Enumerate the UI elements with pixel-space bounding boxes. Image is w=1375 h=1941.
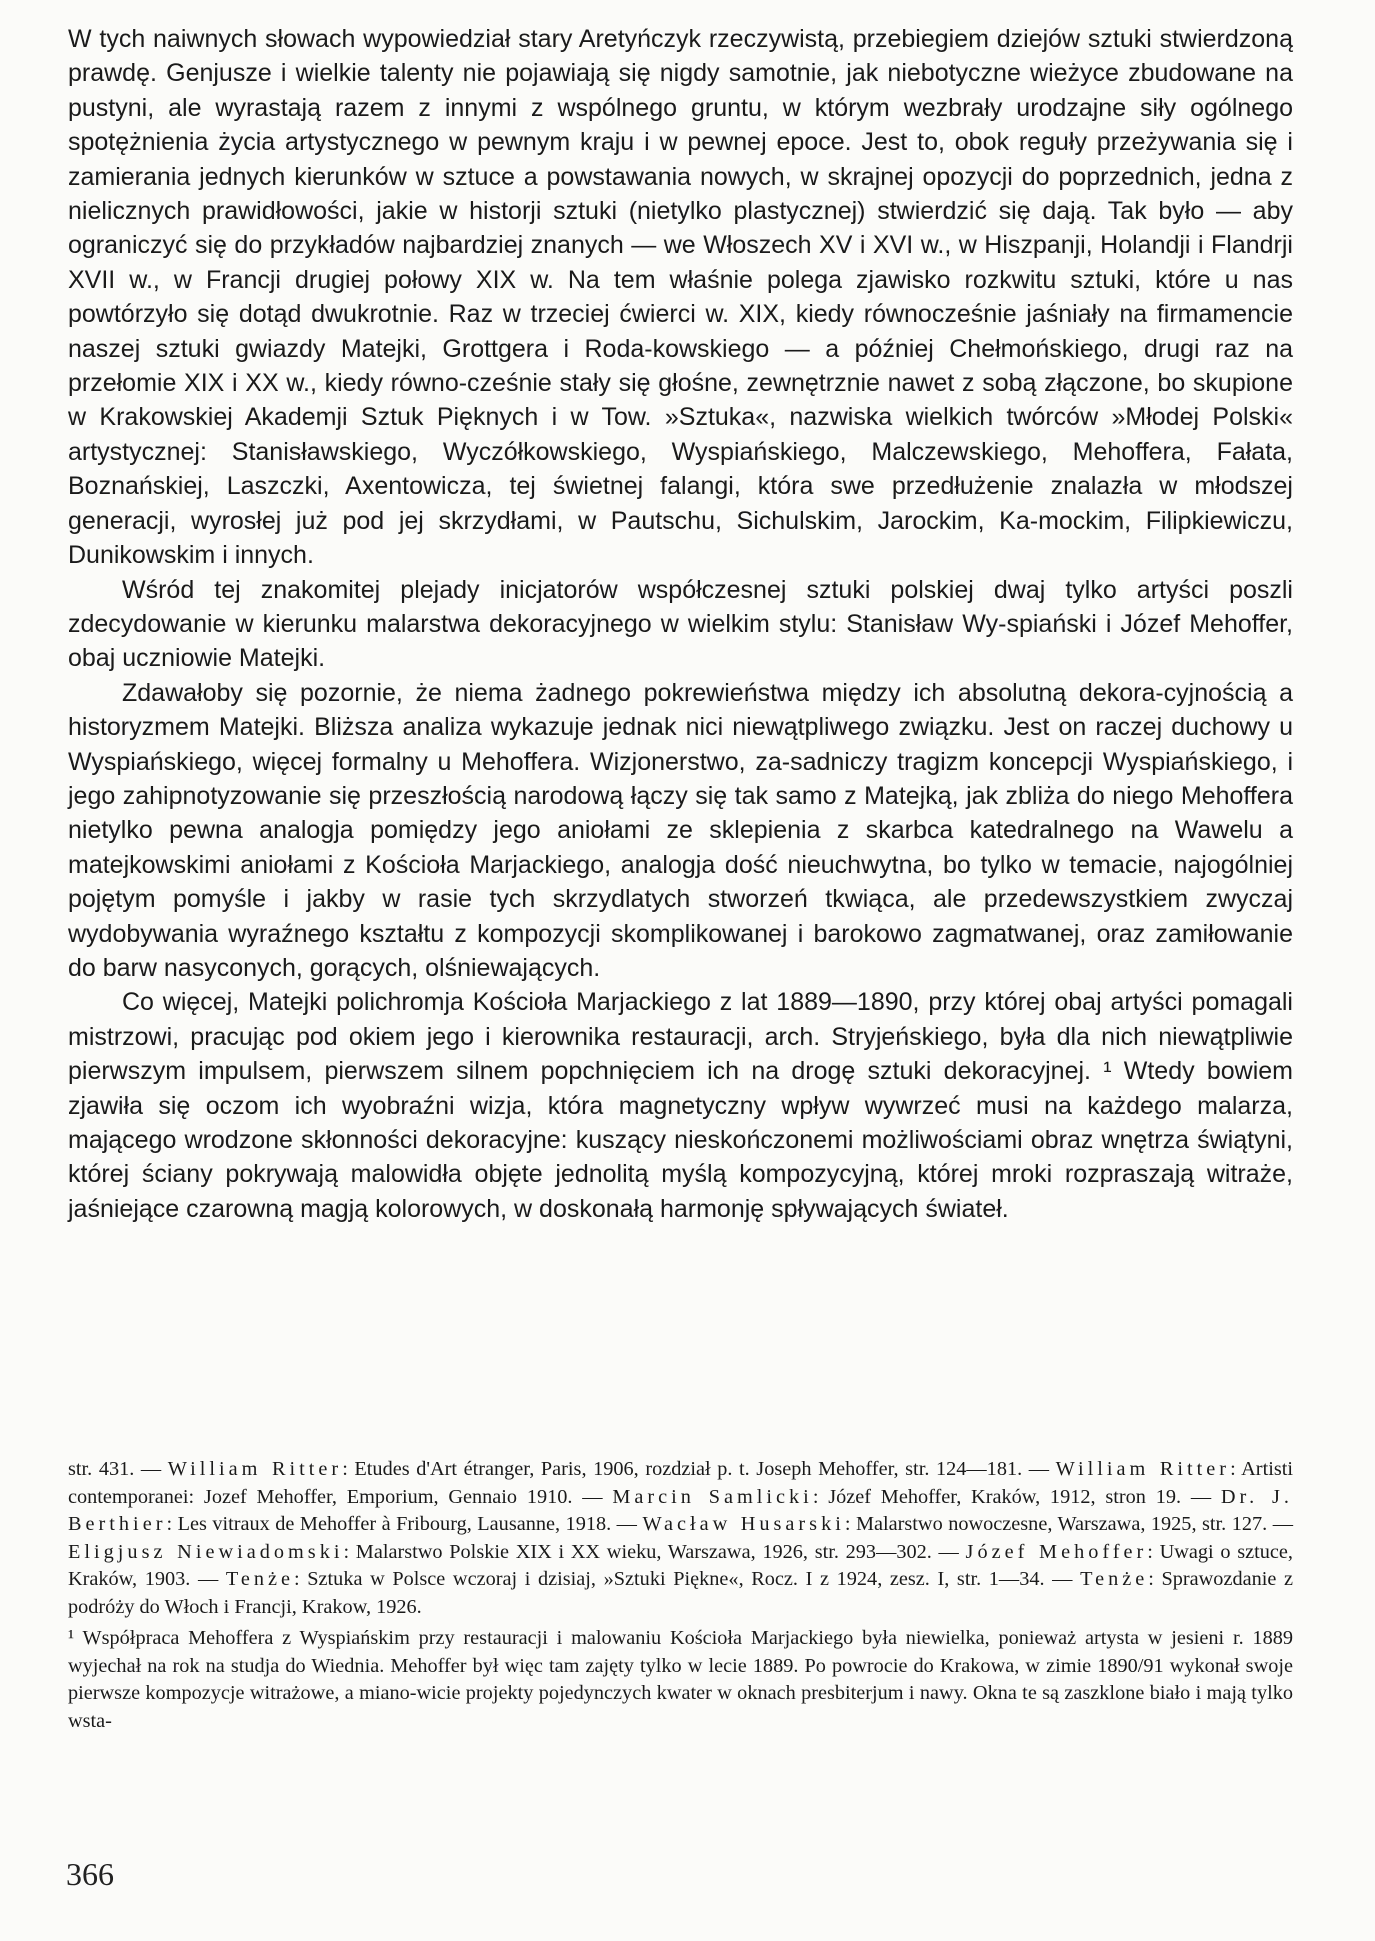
ref-text: : Józef Mehoffer, Kraków, 1912, stron 19. —	[812, 1485, 1221, 1508]
ref-prefix: str. 431. —	[68, 1458, 168, 1480]
ref-text: : Sztuka w Polsce wczoraj i dzisiaj, »Sztuki Piękne«, Rocz. I z 1924, zesz. I, str. 1—34. —	[294, 1568, 1081, 1590]
ref-author: Józef Mehoffer	[965, 1540, 1148, 1563]
paragraph-3: Zdawałoby się pozornie, że niema żadnego pokrewieństwa między ich absolutną dekora-cyjnością a historyzmem Matejki. Bliższa analiza wykazuje jednak nici niewątpliwego związku. Jest on raczej duchowy u Wyspiańskiego, więcej formalny u Mehoffera. Wizjonerstwo, za-sadniczy tragizm koncepcji Wyspiańskiego, i jego zahipnotyzowanie się przeszłością narodową łączy się tak samo z Matejką, jak zbliża do niego Mehoffera nietylko pewna analogja pomiędzy jego aniołami ze sklepienia z skarbca katedralnego na Wawelu a matejkowskimi aniołami z Kościoła Marjackiego, analogja dość nieuchwytna, bo tylko w temacie, najogólniej pojętym pomyśle i jakby w rasie tych skrzydlatych stworzeń tkwiąca, ale przedewszystkiem zwyczaj wydobywania wyraźnego kształtu z kompozycji skomplikowanej i barokowo zagmatwanej, oraz zamiłowanie do barw nasyconych, gorących, olśniewających.	[68, 678, 1293, 982]
ref-author: Tenże	[225, 1568, 294, 1590]
footnotes	[68, 1456, 1293, 1735]
ref-author: William Ritter	[1055, 1458, 1231, 1480]
page-number: 366	[66, 1856, 114, 1892]
ref-text: : Sprawozdanie z podróży do Włoch i Francji, Krakow, 1926.	[68, 1568, 1293, 1618]
ref-text: : Uwagi o sztuce, Kraków, 1903. —	[68, 1540, 1293, 1590]
ref-author: Wacław Husarski	[642, 1513, 845, 1535]
ref-author: Dr. J. Berthier	[68, 1485, 1294, 1535]
ref-author: Marcin Samlicki	[612, 1485, 813, 1508]
ref-text: : Malarstwo nowoczesne, Warszawa, 1925, str. 127. —	[844, 1513, 1293, 1535]
footnote-1: ¹ Współpraca Mehoffera z Wyspiańskim przy restauracji i malowaniu Kościoła Marjackiego była niewielka, ponieważ artysta w jesieni r. 1889 wyjechał na rok na studja do Wiednia. Mehoffer był więc tam zajęty tylko w lecie 1889. Po powrocie do Krakowa, w zimie 1890/91 wykonał swoje pierwsze kompozycje witrażowe, a miano-wicie projekty pojedynczych kwater w oknach presbiterjum i nawy. Okna te są zaszklone biało i mają tylko wsta-	[68, 1627, 1293, 1732]
main-text	[68, 22, 1293, 1226]
ref-text: : Les vitraux de Mehoffer à Fribourg, Lausanne, 1918. —	[166, 1513, 643, 1535]
bibliography	[68, 1456, 1293, 1621]
ref-author: William Ritter	[167, 1458, 343, 1480]
ref-text: : Etudes d'Art étranger, Paris, 1906, rozdział p. t. Joseph Mehoffer, str. 124—181. —	[342, 1458, 1056, 1480]
ref-text: : Malarstwo Polskie XIX i XX wieku, Warszawa, 1926, str. 293—302. —	[343, 1540, 966, 1563]
paragraph-1: W tych naiwnych słowach wypowiedział stary Aretyńczyk rzeczywistą, przebiegiem dziejów sztuki stwierdzoną prawdę. Genjusze i wielkie talenty nie pojawiają się nigdy samotnie, jak niebotyczne wieżyce zbudowane na pustyni, ale wyrastają razem z innymi z wspólnego gruntu, w którym wezbrały urodzajne siły ogólnego spotężnienia życia artystycznego w pewnym kraju i w pewnej epoce. Jest to, obok reguły przeżywania się i zamierania jednych kierunków w sztuce a powstawania nowych, w skrajnej opozycji do poprzednich, jedna z nielicznych prawidłowości, jakie w historji sztuki (nietylko plastycznej) stwierdzić się dają. Tak było — aby ograniczyć się do przykładów najbardziej znanych — we Włoszech XV i XVI w., w Hiszpanji, Holandji i Flandrji XVII w., w Francji drugiej połowy XIX w. Na tem właśnie polega zjawisko rozkwitu sztuki, które u nas powtórzyło się dotąd dwukrotnie. Raz w trzeciej ćwierci w. XIX, kiedy równocześnie jaśniały na firmamencie naszej sztuki gwiazdy Matejki, Grottgera i Roda-kowskiego — a później Chełmońskiego, drugi raz na przełomie XIX i XX w., kiedy równo-cześnie stały się głośne, zewnętrznie nawet z sobą złączone, bo skupione w Krakowskiej Akademji Sztuk Pięknych i w Tow. »Sztuka«, nazwiska wielkich twórców »Młodej Polski« artystycznej: Stanisławskiego, Wyczółkowskiego, Wyspiańskiego, Malczewskiego, Mehoffera, Fałata, Boznańskiej, Laszczki, Axentowicza, tej świetnej falangi, która swe przedłużenie znalazła w młodszej generacji, wyrosłej już pod jej skrzydłami, w Pautschu, Sichulskim, Jarockim, Ka-mockim, Filipkiewiczu, Dunikowskim i innych.	[68, 25, 1293, 570]
ref-text: : Artisti contemporanei: Jozef Mehoffer, Emporium, Gennaio 1910. —	[68, 1458, 1293, 1508]
paragraph-4: Co więcej, Matejki polichromja Kościoła Marjackiego z lat 1889—1890, przy której obaj artyści pomagali mistrzowi, pracując pod okiem jego i kierownika restauracji, arch. Stryjeńskiego, była dla nich niewątpliwie pierwszym impulsem, pierwszem silnem popchnięciem ich na drogę sztuki dekoracyjnej. ¹ Wtedy bowiem zjawiła się oczom ich wyobraźni wizja, która magnetyczny wpływ wywrzeć musi na każdego malarza, mającego wrodzone skłonności dekoracyjne: kuszący nieskończonemi możliwościami obraz wnętrza świątyni, której ściany pokrywają malowidła objęte jednolitą myślą kompozycyjną, której mroki rozpraszają witraże, jaśniejące czarowną magją kolorowych, w doskonałą harmonję spływających świateł.	[68, 988, 1293, 1223]
ref-author: Tenże	[1080, 1568, 1149, 1590]
ref-author: Eligjusz Niewiadomski	[68, 1540, 344, 1563]
paragraph-2: Wśród tej znakomitej plejady inicjatorów współczesnej sztuki polskiej dwaj tylko artyści poszli zdecydowanie w kierunku malarstwa dekoracyjnego w wielkim stylu: Stanisław Wy-spiański i Józef Mehoffer, obaj uczniowie Matejki.	[68, 575, 1293, 673]
